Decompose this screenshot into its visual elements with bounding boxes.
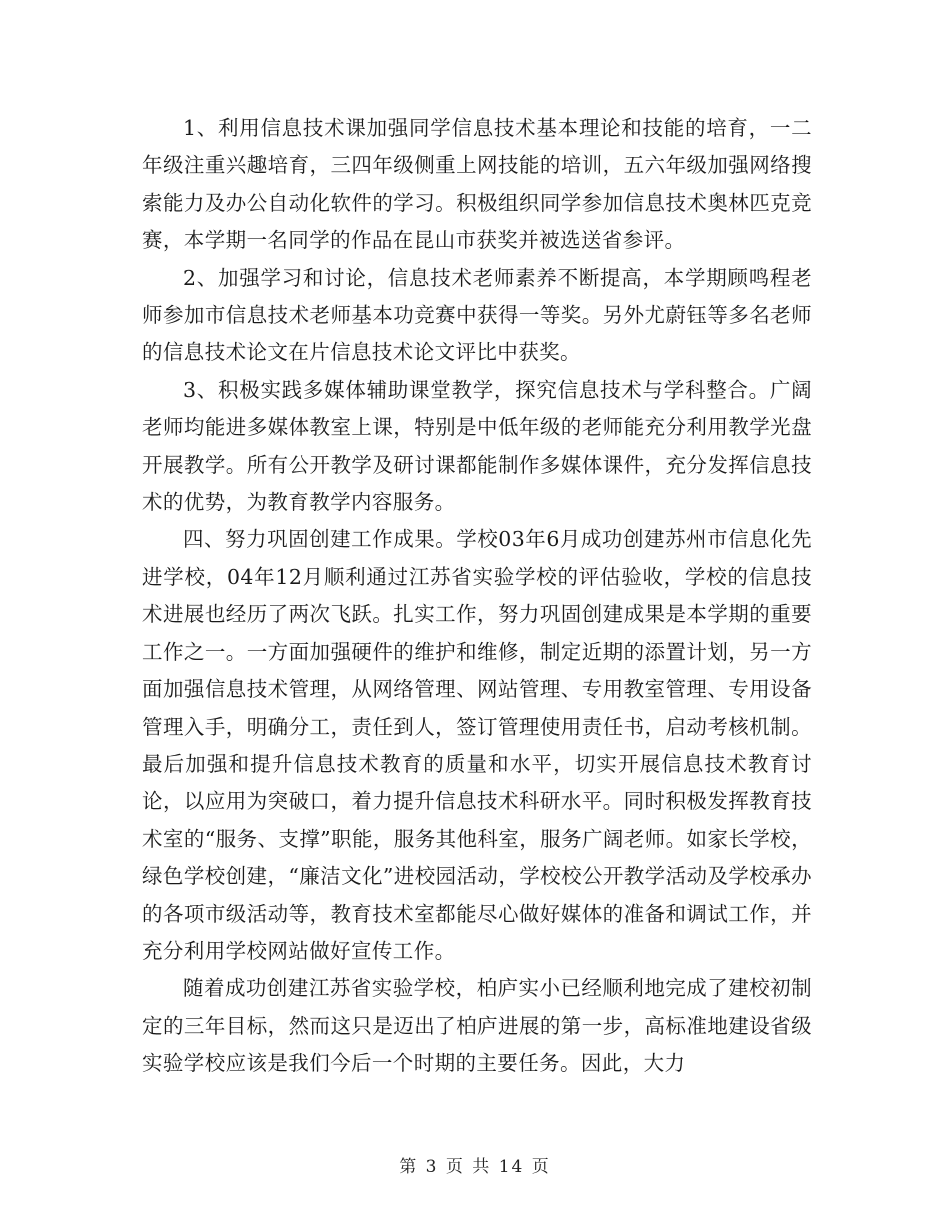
document-body	[142, 110, 812, 1083]
paragraph-5: 随着成功创建江苏省实验学校，柏庐实小已经顺利地完成了建校初制定的三年目标，然而这只是迈出了柏庐进展的第一步，高标准地建设省级实验学校应该是我们今后一个时期的主要任务。因此，大力	[142, 976, 812, 1076]
paragraph-3: 3、积极实践多媒体辅助课堂教学，探究信息技术与学科整合。广阔老师均能进多媒体教室上课，特别是中低年级的老师能充分利用教学光盘开展教学。所有公开教学及研讨课都能制作多媒体课件，充分发挥信息技术的优势，为教育教学内容服务。	[142, 377, 812, 515]
paragraph-2: 2、加强学习和讨论，信息技术老师素养不断提高，本学期顾鸣程老师参加市信息技术老师基本功竞赛中获得一等奖。另外尤蔚钰等多名老师的信息技术论文在片信息技术论文评比中获奖。	[142, 265, 812, 365]
paragraph-4: 四、努力巩固创建工作成果。学校03年6月成功创建苏州市信息化先进学校，04年12月顺利通过江苏省实验学校的评估验收，学校的信息技术进展也经历了两次飞跃。扎实工作，努力巩固创建成果是本学期的重要工作之一。一方面加强硬件的维护和维修，制定近期的添置计划，另一方面加强信息技术管理，从网络管理、网站管理、专用教室管理、专用设备管理入手，明确分工，责任到人，签订管理使用责任书，启动考核机制。最后加强和提升信息技术教育的质量和水平，切实开展信息技术教育讨论，以应用为突破口，着力提升信息技术科研水平。同时积极发挥教育技术室的“服务、支撑”职能，服务其他科室，服务广阔老师。如家长学校，绿色学校创建，“廉洁文化”进校园活动，学校校公开教学活动及学校承办的各项市级活动等，教育技术室都能尽心做好媒体的准备和调试工作，并充分利用学校网站做好宣传工作。	[142, 527, 812, 963]
page-number-footer: 第 3 页 共 14 页	[399, 1157, 551, 1177]
paragraph-1: 1、利用信息技术课加强同学信息技术基本理论和技能的培育，一二年级注重兴趣培育，三四年级侧重上网技能的培训，五六年级加强网络搜索能力及办公自动化软件的学习。积极组织同学参加信息技术奥林匹克竞赛，本学期一名同学的作品在昆山市获奖并被选送省参评。	[142, 116, 812, 253]
